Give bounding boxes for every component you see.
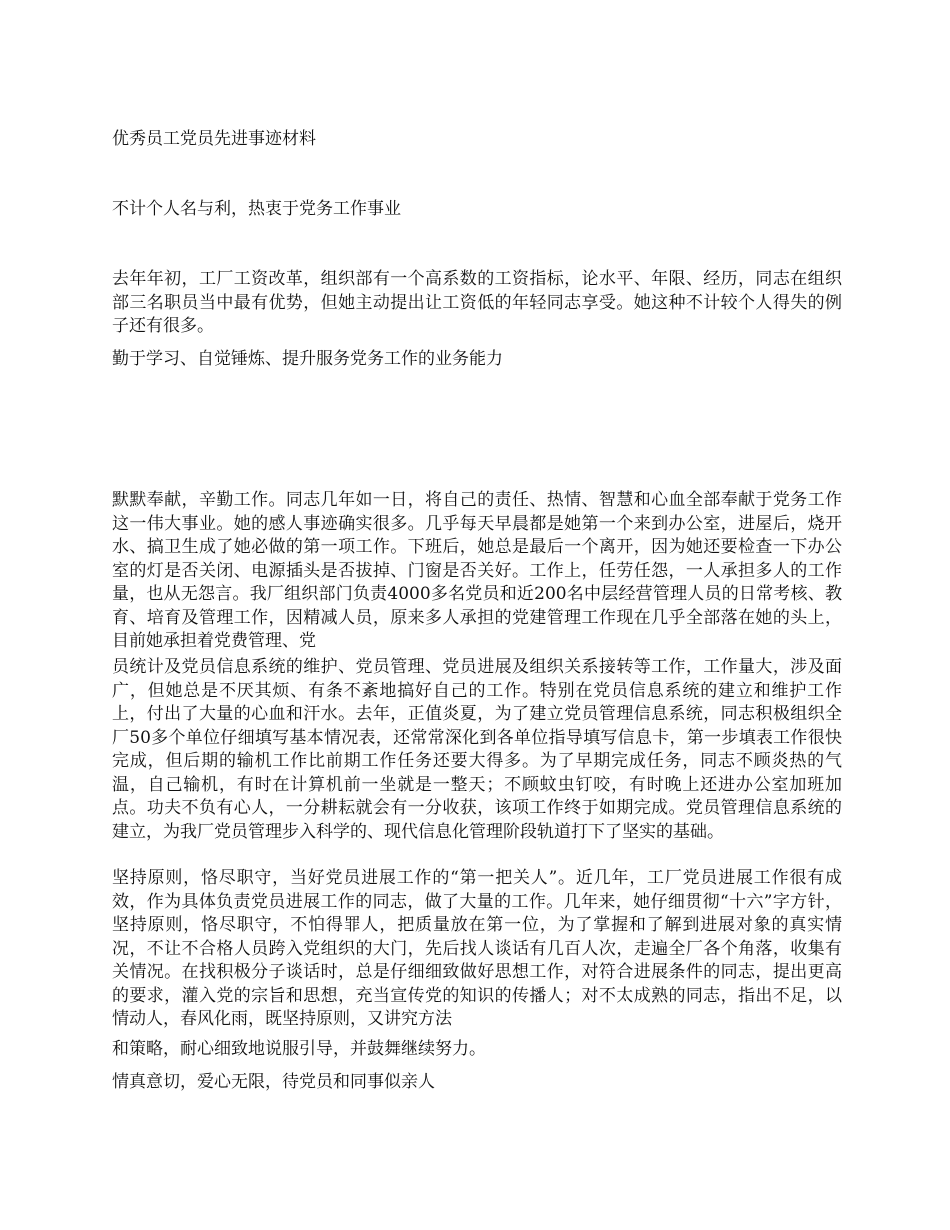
paragraph-principles: 坚持原则，恪尽职守，当好党员进展工作的“第一把关人”。近几年，工厂党员进展工作很有成效，作为具体负责党员进展工作的同志，做了大量的工作。几年来，她仔细贯彻“十六”字方针，坚持原则，恪尽职守，不怕得罪人，把质量放在第一位，为了掌握和了解到进展对象的真实情况，不让不合格人员跨入党组织的大门，先后找人谈话有几百人次，走遍全厂各个角落，收集有关情况。在找积极分子谈话时，总是仔细细致做好思想工作，对符合进展条件的同志，提出更高的要求，灌入党的宗旨和思想，充当宣传党的知识的传播人；对不太成熟的同志，指出不足，以情动人，春风化雨，既坚持原则，又讲究方法 [112, 868, 842, 1029]
paragraph-salary-reform: 去年年初，工厂工资改革，组织部有一个高系数的工资指标，论水平、年限、经历，同志在组织部三名职员当中最有优势，但她主动提出让工资低的年轻同志享受。她这种不计较个人得失的例子还有很多。 [112, 269, 842, 336]
document-title: 优秀员工党员先进事迹材料 [112, 129, 316, 149]
paragraph-info-system: 员统计及党员信息系统的维护、党员管理、党员进展及组织关系接转等工作，工作量大，涉及面广，但她总是不厌其烦、有条不紊地搞好自己的工作。特别在党员信息系统的建立和维护工作上，付出了大量的心血和汗水。去年，正值炎夏，为了建立党员管理信息系统，同志积极组织全厂50多个单位仔细填写基本情况表，还常常深化到各单位指导填写信息卡，第一步填表工作很快完成，但后期的输机工作比前期工作任务还要大得多。为了早期完成任务，同志不顾炎热的气温，自己输机，有时在计算机前一坐就是一整天；不顾蚊虫钉咬，有时晚上还进办公室加班加点。功夫不负有心人，一分耕耘就会有一分收获，该项工作终于如期完成。党员管理信息系统的建立，为我厂党员管理步入科学的、现代信息化管理阶段轨道打下了坚实的基础。 [112, 657, 842, 842]
paragraph-dedication: 默默奉献，辛勤工作。同志几年如一日，将自己的责任、热情、智慧和心血全部奉献于党务工作这一伟大事业。她的感人事迹确实很多。几乎每天早晨都是她第一个来到办公室，进屋后，烧开水、搞卫生成了她必做的第一项工作。下班后，她总是最后一个离开，因为她还要检查一下办公室的灯是否关闭、电源插头是否拔掉、门窗是否关好。工作上，任劳任怨，一人承担多人的工作量，也从无怨言。我厂组织部门负责4000多名党员和近200名中层经营管理人员的日常考核、教育、培育及管理工作，因精减人员，原来多人承担的党建管理工作现在几乎全部落在她的头上，目前她承担着党费管理、党 [112, 490, 842, 651]
paragraph-strategy: 和策略，耐心细致地说服引导，并鼓舞继续努力。 [112, 1039, 486, 1059]
section-heading-care: 情真意切，爱心无限，待党员和同事似亲人 [112, 1072, 435, 1092]
section-heading-selfless: 不计个人名与利，热衷于党务工作事业 [112, 199, 401, 219]
section-heading-study: 勤于学习、自觉锤炼、提升服务党务工作的业务能力 [112, 349, 503, 369]
